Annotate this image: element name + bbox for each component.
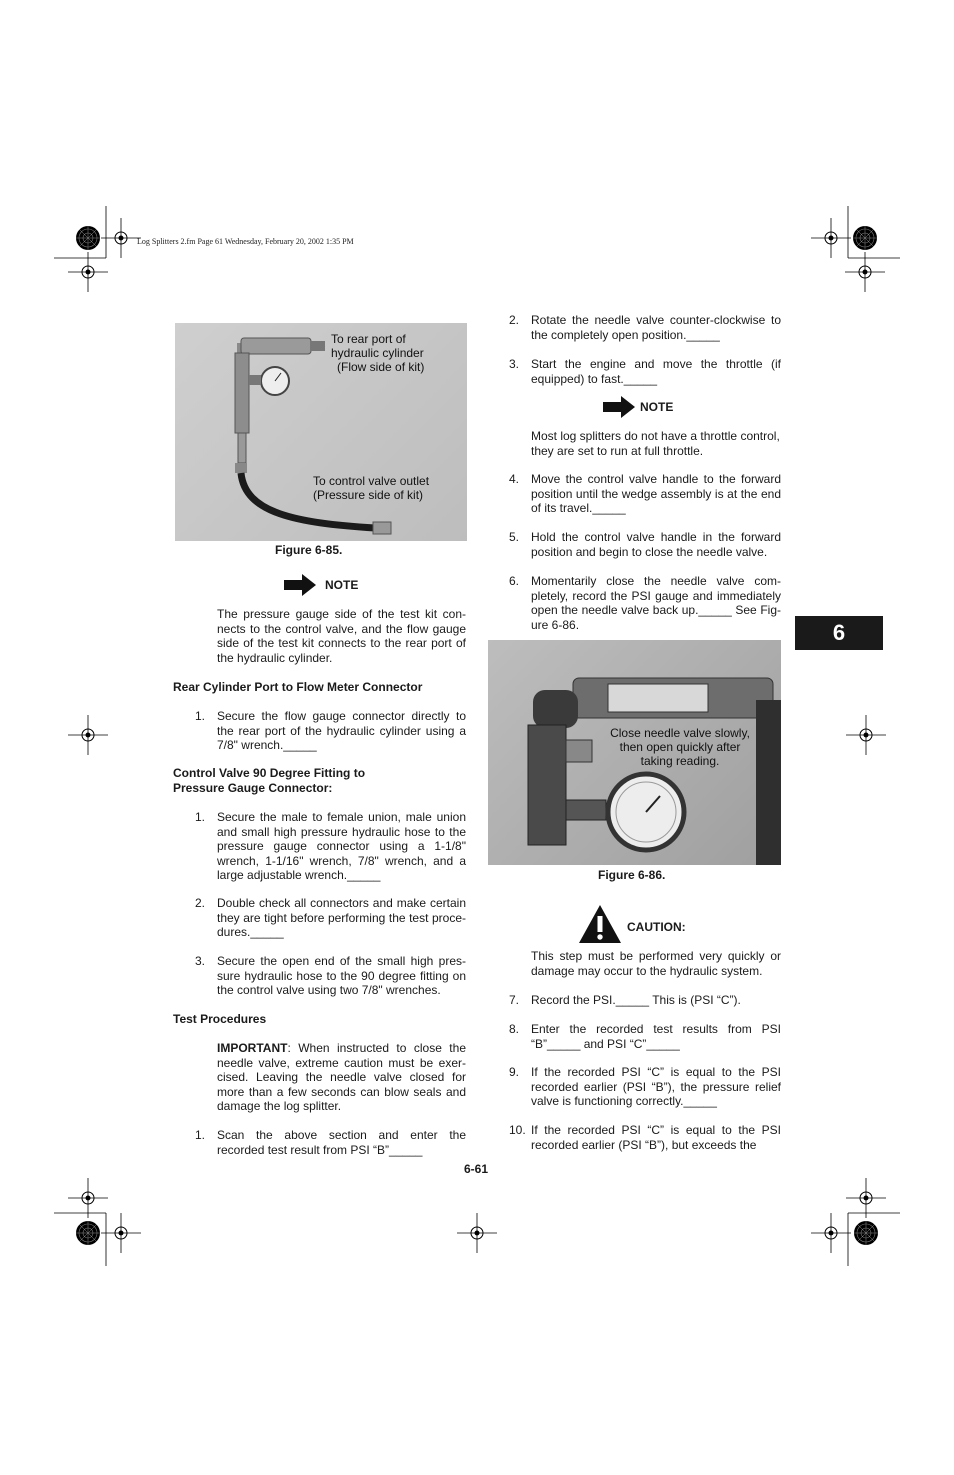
item-text: Enter the recorded test results from PSI “B”_____ and PSI “C”_____ <box>531 1022 781 1051</box>
list-item <box>195 709 466 753</box>
list-item <box>195 896 466 940</box>
note-text: The pressure gauge side of the test kit con-nects to the control valve, and the flow gauge side of the test kit connects to the rear port of the hydraulic cylinder. <box>217 607 466 665</box>
figure-6-86-photo <box>488 640 781 865</box>
figure-6-85-label-top <box>331 332 424 374</box>
section-title-rear-cylinder: Rear Cylinder Port to Flow Meter Connector <box>173 680 423 694</box>
item-number: 9. <box>509 1065 520 1079</box>
item-text: Move the control valve handle to the forward position until the wedge assembly is at the end of its travel._____ <box>531 472 781 516</box>
page-number: 6-61 <box>464 1162 489 1176</box>
item-text: Rotate the needle valve counter-clockwise to the completely open position._____ <box>531 313 781 342</box>
item-number: 4. <box>509 472 520 486</box>
label-line: then open quickly after <box>619 740 741 754</box>
list-item <box>509 357 781 387</box>
label-line: (Pressure side of kit) <box>313 488 424 502</box>
item-text: Secure the male to female union, male union and small high pressure hydraulic hose to the pressure gauge connector using a 1-1/8" wrench, 1-1/16" wrench, 7/8" wrench, and a large adjustable wrench._____ <box>217 810 466 883</box>
chapter-tab: 6 <box>795 616 883 650</box>
note-text: Most log splitters do not have a throttle control, they are set to run at full throttle. <box>531 429 780 458</box>
note-arrow-icon <box>284 574 316 601</box>
section-title-control-valve <box>173 766 365 795</box>
section-title-test-procedures: Test Procedures <box>173 1012 267 1026</box>
list-item <box>509 574 781 634</box>
list-item <box>195 810 466 884</box>
item-number: 2. <box>195 896 206 910</box>
caution-text: This step must be performed very quickly or damage may occur to the hydraulic system. <box>531 949 781 978</box>
item-text: Hold the control valve handle in the forward position and begin to close the needle valve. <box>531 530 781 559</box>
item-number: 6. <box>509 574 520 588</box>
item-text: If the recorded PSI “C” is equal to the PSI recorded earlier (PSI “B”), but exceeds the <box>531 1123 781 1152</box>
important-body: : When instructed to close the needle valve, extreme caution must be exer-cised. Leaving the needle valve closed for more than a few seconds can blow seals and damage the log splitter. <box>217 1041 466 1114</box>
list-item <box>509 313 781 343</box>
print-slug: Log Splitters 2.fm Page 61 Wednesday, February 20, 2002 1:35 PM <box>137 237 354 246</box>
list-item <box>195 954 466 998</box>
list-item <box>509 472 781 516</box>
list-item <box>509 1022 781 1052</box>
item-number: 3. <box>509 357 520 371</box>
item-number: 8. <box>509 1022 520 1036</box>
list-item <box>509 530 781 560</box>
label-line: To control valve outlet <box>313 474 430 488</box>
item-number: 3. <box>195 954 206 968</box>
title-line: Pressure Gauge Connector: <box>173 780 333 795</box>
label-line: To rear port of <box>331 332 406 346</box>
item-text: Record the PSI._____ This is (PSI “C”). <box>531 993 741 1007</box>
item-number: 1. <box>195 709 206 723</box>
item-text: Scan the above section and enter the recorded test result from PSI “B”_____ <box>217 1128 466 1157</box>
figure-6-86-label <box>610 726 750 768</box>
item-text: If the recorded PSI “C” is equal to the PSI recorded earlier (PSI “B”), the pressure relief valve is functioning correctly._____ <box>531 1065 781 1109</box>
item-text: Secure the open end of the small high pres-sure hydraulic hose to the 90 degree fitting on the control valve using two 7/8" wrenches. <box>217 954 466 998</box>
figure-6-85-caption: Figure 6-85. <box>275 543 343 557</box>
item-text: Secure the flow gauge connector directly to the rear port of the hydraulic cylinder using a 7/8" wrench._____ <box>217 709 466 753</box>
important-text <box>217 1041 466 1114</box>
note-arrow-icon <box>603 396 635 423</box>
item-number: 2. <box>509 313 520 327</box>
label-line: Close needle valve slowly, <box>610 726 750 740</box>
caution-label: CAUTION: <box>627 920 686 934</box>
item-text: Momentarily close the needle valve com-pletely, record the PSI gauge and immediately open the needle valve back up._____ See Fig-ure 6-86. <box>531 574 781 632</box>
list-item <box>509 1065 781 1109</box>
figure-6-85-label-bottom <box>313 474 429 502</box>
label-line: taking reading. <box>640 754 720 768</box>
item-text: Double check all connectors and make certain they are tight before performing the test proce-dures._____ <box>217 896 466 940</box>
item-number: 7. <box>509 993 520 1007</box>
label-line: hydraulic cylinder <box>331 346 424 360</box>
item-number: 1. <box>195 810 206 824</box>
list-item <box>195 1128 466 1158</box>
note-label: NOTE <box>325 578 359 592</box>
important-label: IMPORTANT <box>217 1041 288 1055</box>
list-item <box>509 993 781 1009</box>
item-number: 10. <box>509 1123 526 1137</box>
caution-warning-icon <box>578 904 622 949</box>
label-line: (Flow side of kit) <box>337 360 425 374</box>
item-text: Start the engine and move the throttle (if equipped) to fast._____ <box>531 357 781 386</box>
item-number: 5. <box>509 530 520 544</box>
note-label: NOTE <box>640 400 674 414</box>
item-number: 1. <box>195 1128 206 1142</box>
list-item <box>509 1123 781 1153</box>
title-line: Control Valve 90 Degree Fitting to <box>173 766 366 780</box>
figure-6-85-photo <box>175 323 467 541</box>
figure-6-86-caption: Figure 6-86. <box>598 868 666 882</box>
